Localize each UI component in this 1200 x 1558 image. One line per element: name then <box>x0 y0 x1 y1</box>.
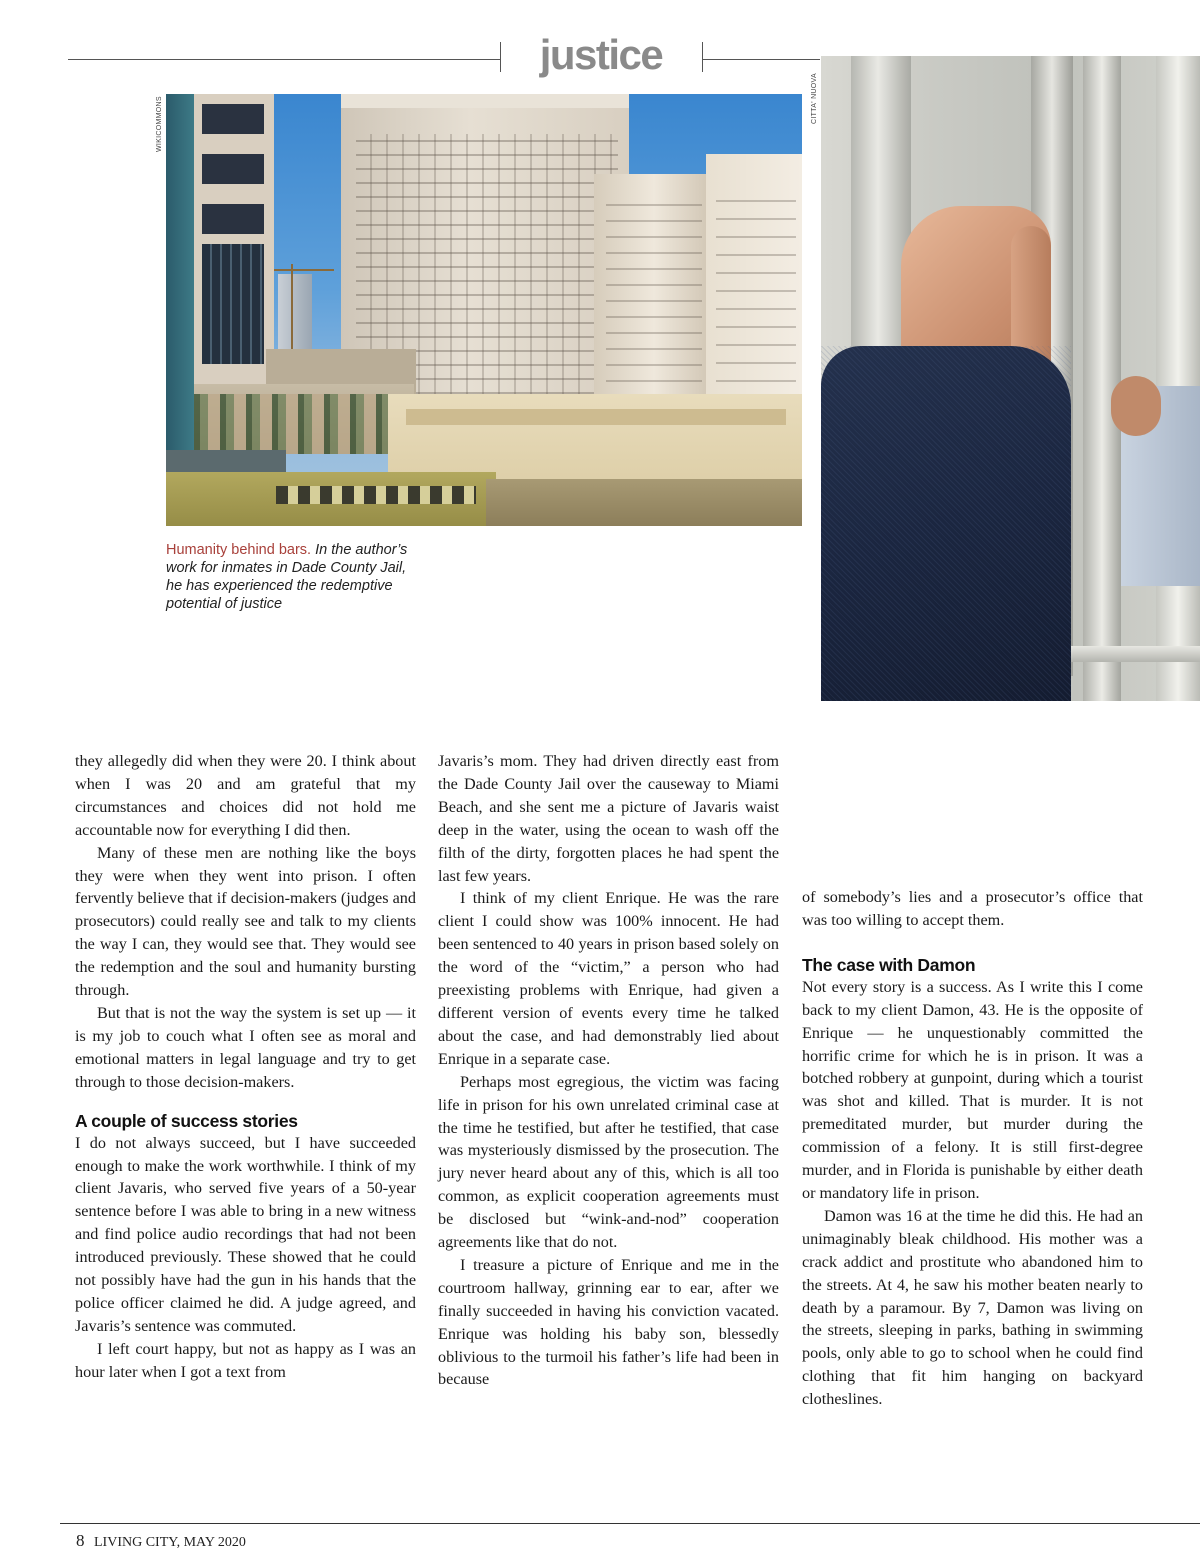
header-rule-right <box>702 59 820 60</box>
subheading-case-with-damon: The case with Damon <box>802 954 976 975</box>
jail-buildings-photo <box>166 94 802 526</box>
page-footer <box>76 1531 246 1551</box>
paragraph: they allegedly did when they were 20. I think about when I was 20 and am grateful that my circumstances and choices did not hold me accountable now for everything I did then. <box>75 752 416 839</box>
photo-caption <box>166 541 426 613</box>
header-tick-right <box>702 42 703 72</box>
paragraph: of somebody’s lies and a prosecutor’s office that was too willing to accept them. <box>802 888 1143 929</box>
text-column-2 <box>438 750 779 1391</box>
paragraph: Many of these men are nothing like the boys they were when they went into prison. I often fervently believe that if decision-makers (judges and prosecutors) could really see and talk to my clients the way I can, they would see that. They would see the redemption and the soul and humanity bursting through. <box>75 843 416 1000</box>
text-column-1 <box>75 750 416 1384</box>
caption-text: In the author’s work for inmates in Dade County Jail, he has experienced the redemptive potential of justice <box>166 542 408 612</box>
paragraph: I treasure a picture of Enrique and me in the courtroom hallway, grinning ear to ear, after we finally succeeded in having his conviction vacated. Enrique was holding his baby son, blessedly oblivious to the turmoil his father’s life had been in because <box>438 1255 779 1389</box>
paragraph: Perhaps most egregious, the victim was facing life in prison for his own unrelated criminal case at the time he testified, but after he testified, that case was mysteriously dismissed by the prosecution. The jury never heard about any of this, which is all too common, as explicit cooperation agreements must be disclosed but “wink-and-nod” cooperation agreements like that do not. <box>438 1072 779 1252</box>
subheading-success-stories: A couple of success stories <box>75 1110 298 1131</box>
paragraph: Damon was 16 at the time he did this. He had an unimaginably bleak childhood. His mother was a crack addict and prostitute who abandoned him to the streets. At 4, he saw his mother beaten nearly to death by a paramour. By 7, Damon was living on the streets, sleeping in parks, bathing in swimming pools, only able to go to school when he could find clothing that fit him hanging on backyard clotheslines. <box>802 1206 1143 1409</box>
photo-credit-citta-nuova: CITTA' NUOVA <box>811 73 818 124</box>
paragraph: I left court happy, but not as happy as I was an hour later when I got a text from <box>75 1339 416 1381</box>
photo-credit-wikicommons: WIKICOMMONS <box>156 96 163 152</box>
text-column-3 <box>802 886 1143 1411</box>
paragraph: But that is not the way the system is set up — it is my job to couch what I often see as moral and emotional matters in legal language and try to get through to those decision-makers. <box>75 1003 416 1091</box>
footer-rule <box>60 1523 1200 1524</box>
caption-lead: Humanity behind bars. <box>166 542 312 558</box>
paragraph: Not every story is a success. As I write this I come back to my client Damon, 43. He is the opposite of Enrique — he unquestionably committed the horrific crime for which he is in prison. It was a botched robbery at gunpoint, during which a tourist was shot and killed. That is murder. It is not premeditated murder, but murder during the commission of a felony. It is still first-degree murder, and in Florida is punishable by either death or mandatory life in prison. <box>802 977 1143 1202</box>
paragraph: I do not always succeed, but I have succeeded enough to make the work worthwhile. I think of my client Javaris, who served five years of a 50-year sentence before I was able to bring in a new witness and find police audio recordings that had not been introduced previously. These showed that he could not possibly have had the gun in his hands that the police officer claimed he did. A judge agreed, and Javaris’s sentence was commuted. <box>75 1133 416 1335</box>
page-number: 8 <box>76 1531 85 1550</box>
section-label: justice <box>539 31 663 78</box>
paragraph: I think of my client Enrique. He was the rare client I could show was 100% innocent. He had been sentenced to 40 years in prison based solely on the word of the “victim,” a person who had preexisting problems with Enrique, had given a different version of events every time he talked about the case, and had demonstrably lied about Enrique in a separate case. <box>438 889 779 1068</box>
publication-info: LIVING CITY, MAY 2020 <box>94 1535 246 1550</box>
header-tick-left <box>500 42 501 72</box>
header-rule-left <box>68 59 500 60</box>
hand-on-bars-photo <box>821 56 1200 701</box>
paragraph: Javaris’s mom. They had driven directly east from the Dade County Jail over the causeway to Miami Beach, and she sent me a picture of Javaris waist deep in the water, using the ocean to wash off the filth of the dirty, forgotten places he had spent the last few years. <box>438 752 779 885</box>
